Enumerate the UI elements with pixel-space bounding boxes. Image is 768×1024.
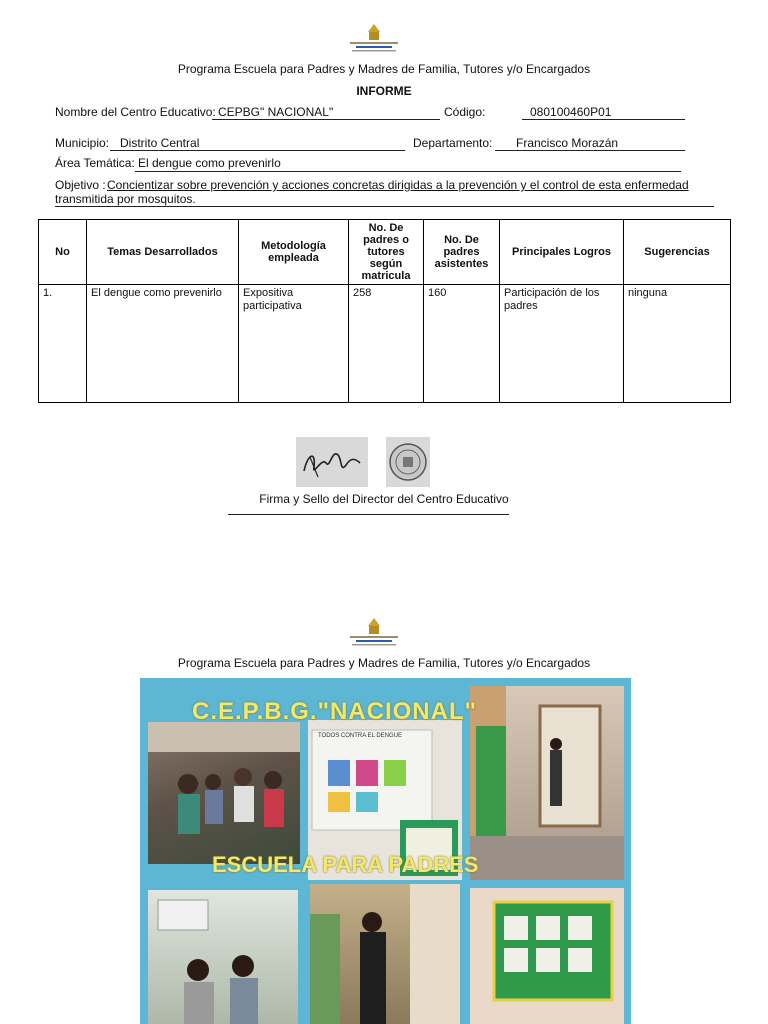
departamento-underline bbox=[495, 150, 685, 151]
program-title: Programa Escuela para Padres y Madres de Familia, Tutores y/o Encargados bbox=[177, 62, 591, 76]
municipio-label: Municipio: bbox=[55, 136, 110, 150]
code-underline bbox=[522, 119, 685, 120]
header-logros: Principales Logros bbox=[500, 220, 624, 285]
header-metodologia: Metodología empleada bbox=[239, 220, 349, 285]
ministry-logo-page2 bbox=[338, 614, 410, 650]
objetivo-line2: transmitida por mosquitos. bbox=[55, 192, 196, 206]
photo-collage bbox=[140, 678, 631, 1024]
header-padres-asistentes: No. De padres asistentes bbox=[424, 220, 500, 285]
cell-temas: El dengue como prevenirlo bbox=[87, 285, 239, 403]
signature-caption: Firma y Sello del Director del Centro Educativo bbox=[259, 492, 509, 506]
center-value: CEPBG" NACIONAL" bbox=[218, 105, 334, 119]
area-label: Área Temática: bbox=[55, 156, 135, 170]
photo-classroom-group bbox=[148, 890, 298, 1024]
ministry-logo bbox=[338, 20, 410, 56]
director-signature bbox=[296, 437, 368, 487]
program-title-page2: Programa Escuela para Padres y Madres de Familia, Tutores y/o Encargados bbox=[177, 656, 591, 670]
cell-sugerencias: ninguna bbox=[624, 285, 731, 403]
cell-padres-matricula: 258 bbox=[349, 285, 424, 403]
departamento-value: Francisco Morazán bbox=[516, 136, 619, 150]
photo-parents-seated bbox=[148, 722, 300, 864]
photo-presenter bbox=[310, 884, 460, 1024]
objetivo-line1: Concientizar sobre prevención y acciones concretas dirigidas a la prevención y el control de esta enfermedad bbox=[107, 178, 689, 192]
departamento-label: Departamento: bbox=[413, 136, 493, 150]
table-header-row bbox=[39, 220, 731, 285]
report-title: INFORME bbox=[356, 84, 412, 98]
area-underline bbox=[135, 171, 681, 172]
photo-bulletin-board bbox=[470, 888, 624, 1024]
photo-hallway-speaker bbox=[470, 686, 624, 880]
cell-metodologia: Expositiva participativa bbox=[239, 285, 349, 403]
collage-title: C.E.P.B.G."NACIONAL" bbox=[192, 698, 478, 725]
header-sugerencias: Sugerencias bbox=[624, 220, 731, 285]
objetivo-underline bbox=[55, 206, 714, 207]
objetivo-label: Objetivo : bbox=[55, 178, 106, 192]
director-seal bbox=[386, 437, 430, 487]
municipio-value: Distrito Central bbox=[120, 136, 200, 150]
municipio-underline bbox=[110, 150, 405, 151]
header-padres-matricula: No. De padres o tutores según matricula bbox=[349, 220, 424, 285]
cell-logros: Participación de los padres bbox=[500, 285, 624, 403]
area-value: El dengue como prevenirlo bbox=[138, 156, 281, 170]
cell-no: 1. bbox=[39, 285, 87, 403]
code-value: 080100460P01 bbox=[530, 105, 612, 119]
header-no: No bbox=[39, 220, 87, 285]
center-label: Nombre del Centro Educativo: bbox=[55, 105, 216, 119]
report-table bbox=[38, 219, 731, 403]
header-temas: Temas Desarrollados bbox=[87, 220, 239, 285]
cell-padres-asistentes: 160 bbox=[424, 285, 500, 403]
center-underline bbox=[212, 119, 440, 120]
signature-line bbox=[228, 514, 509, 515]
collage-subtitle: ESCUELA PARA PADRES bbox=[212, 852, 479, 877]
code-label: Código: bbox=[444, 105, 486, 119]
table-row bbox=[39, 285, 731, 403]
poster-text: TODOS CONTRA EL DENGUE bbox=[318, 733, 403, 739]
